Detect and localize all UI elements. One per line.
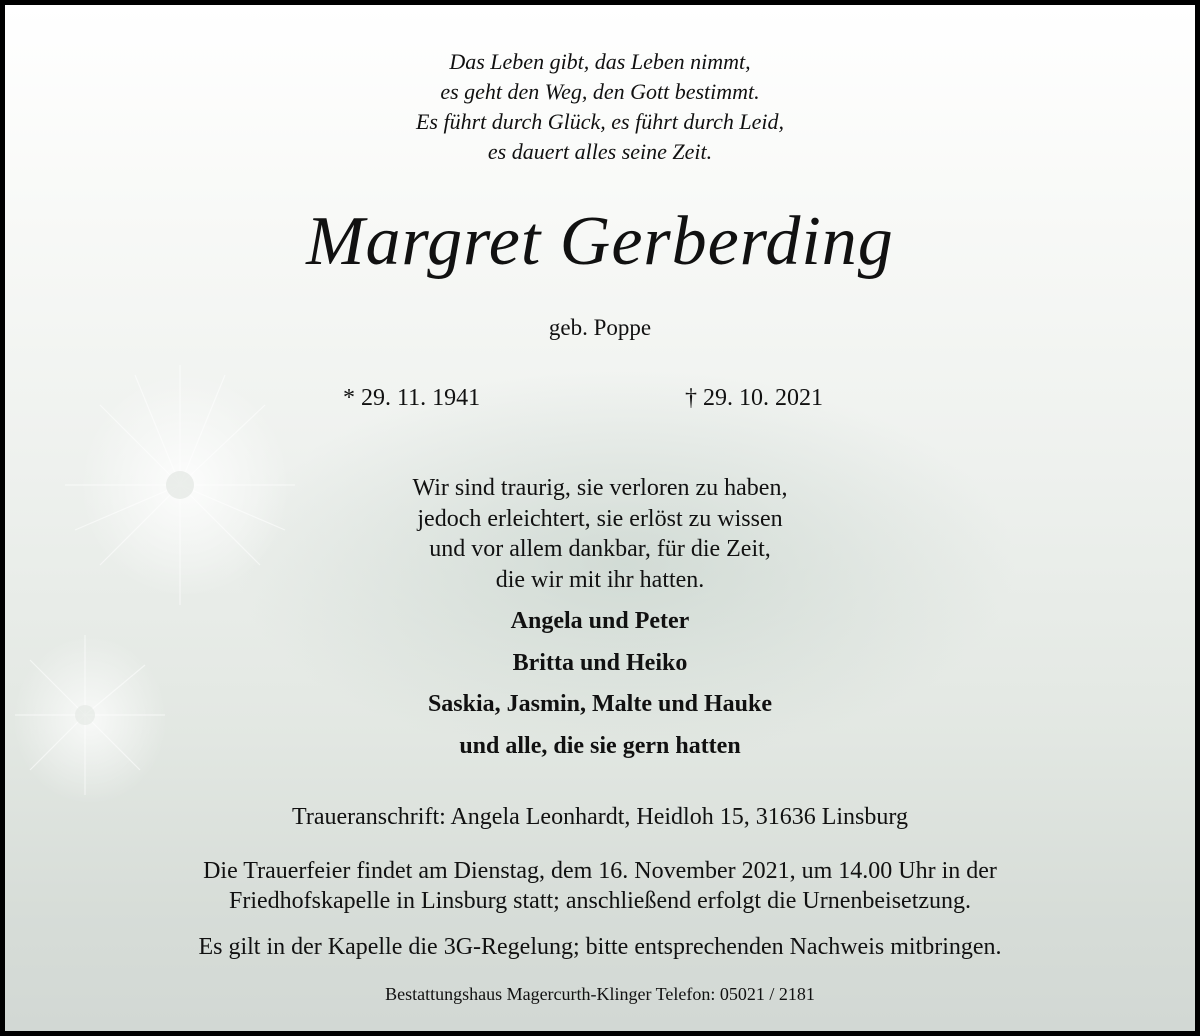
mourning-text	[5, 473, 1195, 595]
deceased-name: Margret Gerberding	[306, 203, 894, 280]
birth-date: * 29. 11. 1941	[343, 385, 481, 411]
maiden-name: geb. Poppe	[548, 315, 652, 340]
mourning-line: Wir sind traurig, sie verloren zu haben,	[412, 475, 788, 501]
mourning-line: die wir mit ihr hatten.	[495, 566, 705, 593]
death-date: † 29. 10. 2021	[685, 385, 823, 411]
covid-rule-note: Es gilt in der Kapelle die 3G-Regelung; bitte entsprechenden Nachweis mitbringen.	[198, 934, 1002, 960]
poem-line: Das Leben gibt, das Leben nimmt,	[449, 49, 751, 74]
mourner-name: Britta und Heiko	[512, 649, 688, 676]
mourner-name: Angela und Peter	[510, 608, 690, 634]
undertaker-info: Bestattungshaus Magercurth-Klinger Telefon: 05021 / 2181	[385, 984, 815, 1004]
service-line: Friedhofskapelle in Linsburg statt; anschließend erfolgt die Urnenbeisetzung.	[228, 888, 972, 914]
mourners-list	[5, 601, 1195, 767]
service-line: Die Trauerfeier findet am Dienstag, dem 16. November 2021, um 14.00 Uhr in der	[203, 858, 997, 884]
poem-line: Es führt durch Glück, es führt durch Leid,	[415, 109, 785, 134]
mourning-address: Traueranschrift: Angela Leonhardt, Heidloh 15, 31636 Linsburg	[292, 804, 908, 830]
poem-line: es dauert alles seine Zeit.	[487, 139, 713, 164]
poem	[5, 47, 1195, 167]
mourner-name: und alle, die sie gern hatten	[459, 732, 741, 759]
funeral-service-info	[5, 856, 1195, 916]
mourning-line: und vor allem dankbar, für die Zeit,	[429, 536, 771, 562]
poem-line: es geht den Weg, den Gott bestimmt.	[440, 79, 760, 104]
mourning-line: jedoch erleichtert, sie erlöst zu wissen	[417, 505, 783, 532]
mourner-name: Saskia, Jasmin, Malte und Hauke	[427, 691, 773, 717]
